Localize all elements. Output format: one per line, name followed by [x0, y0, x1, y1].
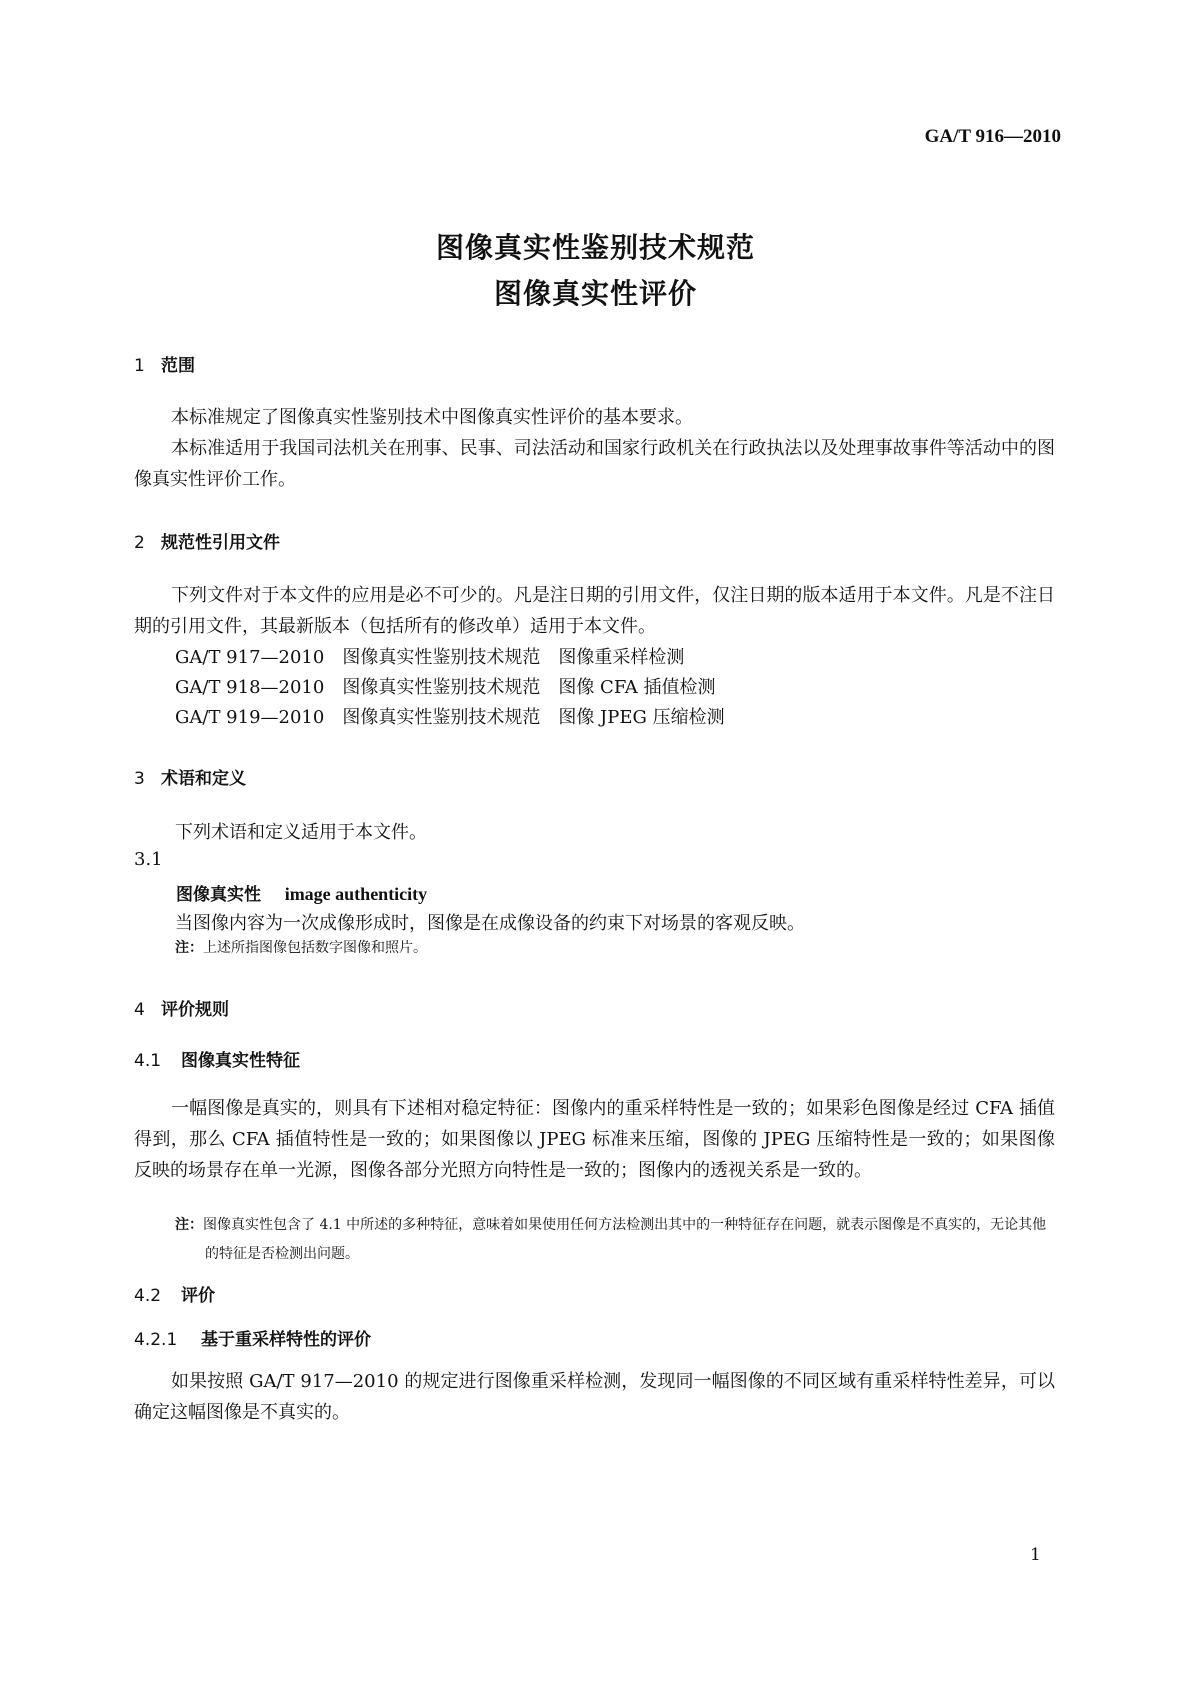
document-title: 图像真实性鉴别技术规范	[435, 231, 755, 264]
section-3-heading	[134, 764, 246, 789]
term-definition: 当图像内容为一次成像形成时，图像是在成像设备的约束下对场景的客观反映。	[175, 913, 805, 934]
section-4-1-heading	[134, 1046, 300, 1071]
section-title: 图像真实性特征	[181, 1051, 300, 1071]
note-text: 上述所指图像包括数字图像和照片。	[203, 940, 427, 956]
reference-item: GA/T 919—2010 图像真实性鉴别技术规范 图像 JPEG 压缩检测	[175, 707, 725, 728]
section-4-heading	[134, 995, 229, 1020]
section-title: 评价	[181, 1286, 215, 1306]
note-label: 注：	[175, 940, 203, 956]
note-text: 图像真实性包含了 4.1 中所述的多种特征，意味着如果使用任何方法检测出其中的一种特征存在问题，就表示图像是不真实的，无论其他的特征是否检测出问题。	[203, 1217, 1047, 1262]
paragraph: 一幅图像是真实的，则具有下述相对稳定特征：图像内的重采样特性是一致的；如果彩色图像是经过 CFA 插值得到，那么 CFA 插值特性是一致的；如果图像以 JPEG 标准来压缩，图像的 JPEG 压缩特性是一致的；如果图像反映的场景存在单一光源，图像各部分光照方向特性是一致的；图像内的透视关系是一致的。	[134, 1098, 1055, 1181]
paragraph: 本标准适用于我国司法机关在刑事、民事、司法活动和国家行政机关在行政执法以及处理事故事件等活动中的图像真实性评价工作。	[134, 438, 1055, 490]
section-title: 基于重采样特性的评价	[201, 1330, 371, 1350]
term-cn: 图像真实性	[176, 885, 261, 905]
section-title: 范围	[161, 356, 195, 376]
reference-item: GA/T 918—2010 图像真实性鉴别技术规范 图像 CFA 插值检测	[175, 677, 716, 698]
section-title: 评价规则	[161, 1000, 229, 1020]
standard-number: GA/T 916—2010	[924, 126, 1061, 147]
paragraph: 本标准规定了图像真实性鉴别技术中图像真实性评价的基本要求。	[171, 407, 693, 428]
note-label: 注：	[175, 1217, 203, 1233]
paragraph: 下列术语和定义适用于本文件。	[175, 822, 427, 843]
note	[175, 1211, 1055, 1269]
section-number: 3	[134, 769, 145, 789]
section-number: 4.1	[134, 1051, 162, 1071]
term-heading	[176, 880, 427, 905]
section-number: 4	[134, 1000, 145, 1020]
paragraph: 如果按照 GA/T 917—2010 的规定进行图像重采样检测，发现同一幅图像的不同区域有重采样特性差异，可以确定这幅图像是不真实的。	[134, 1371, 1055, 1423]
section-number: 4.2	[134, 1286, 162, 1306]
section-4-2-1-heading	[134, 1325, 371, 1350]
reference-item: GA/T 917—2010 图像真实性鉴别技术规范 图像重采样检测	[175, 647, 685, 668]
term-en: image authenticity	[284, 884, 428, 904]
section-title: 规范性引用文件	[161, 533, 280, 553]
section-number: 4.2.1	[134, 1330, 178, 1350]
section-title: 术语和定义	[161, 769, 246, 789]
section-2-heading	[134, 528, 280, 553]
section-1-heading	[134, 351, 195, 376]
term-number: 3.1	[134, 849, 163, 870]
section-number: 2	[134, 533, 145, 553]
document-subtitle: 图像真实性评价	[493, 277, 697, 310]
page-number: 1	[1030, 1545, 1041, 1565]
section-number: 1	[134, 356, 145, 376]
paragraph: 下列文件对于本文件的应用是必不可少的。凡是注日期的引用文件，仅注日期的版本适用于本文件。凡是不注日期的引用文件，其最新版本（包括所有的修改单）适用于本文件。	[134, 585, 1055, 637]
section-4-2-heading	[134, 1281, 215, 1306]
note	[175, 934, 1055, 963]
